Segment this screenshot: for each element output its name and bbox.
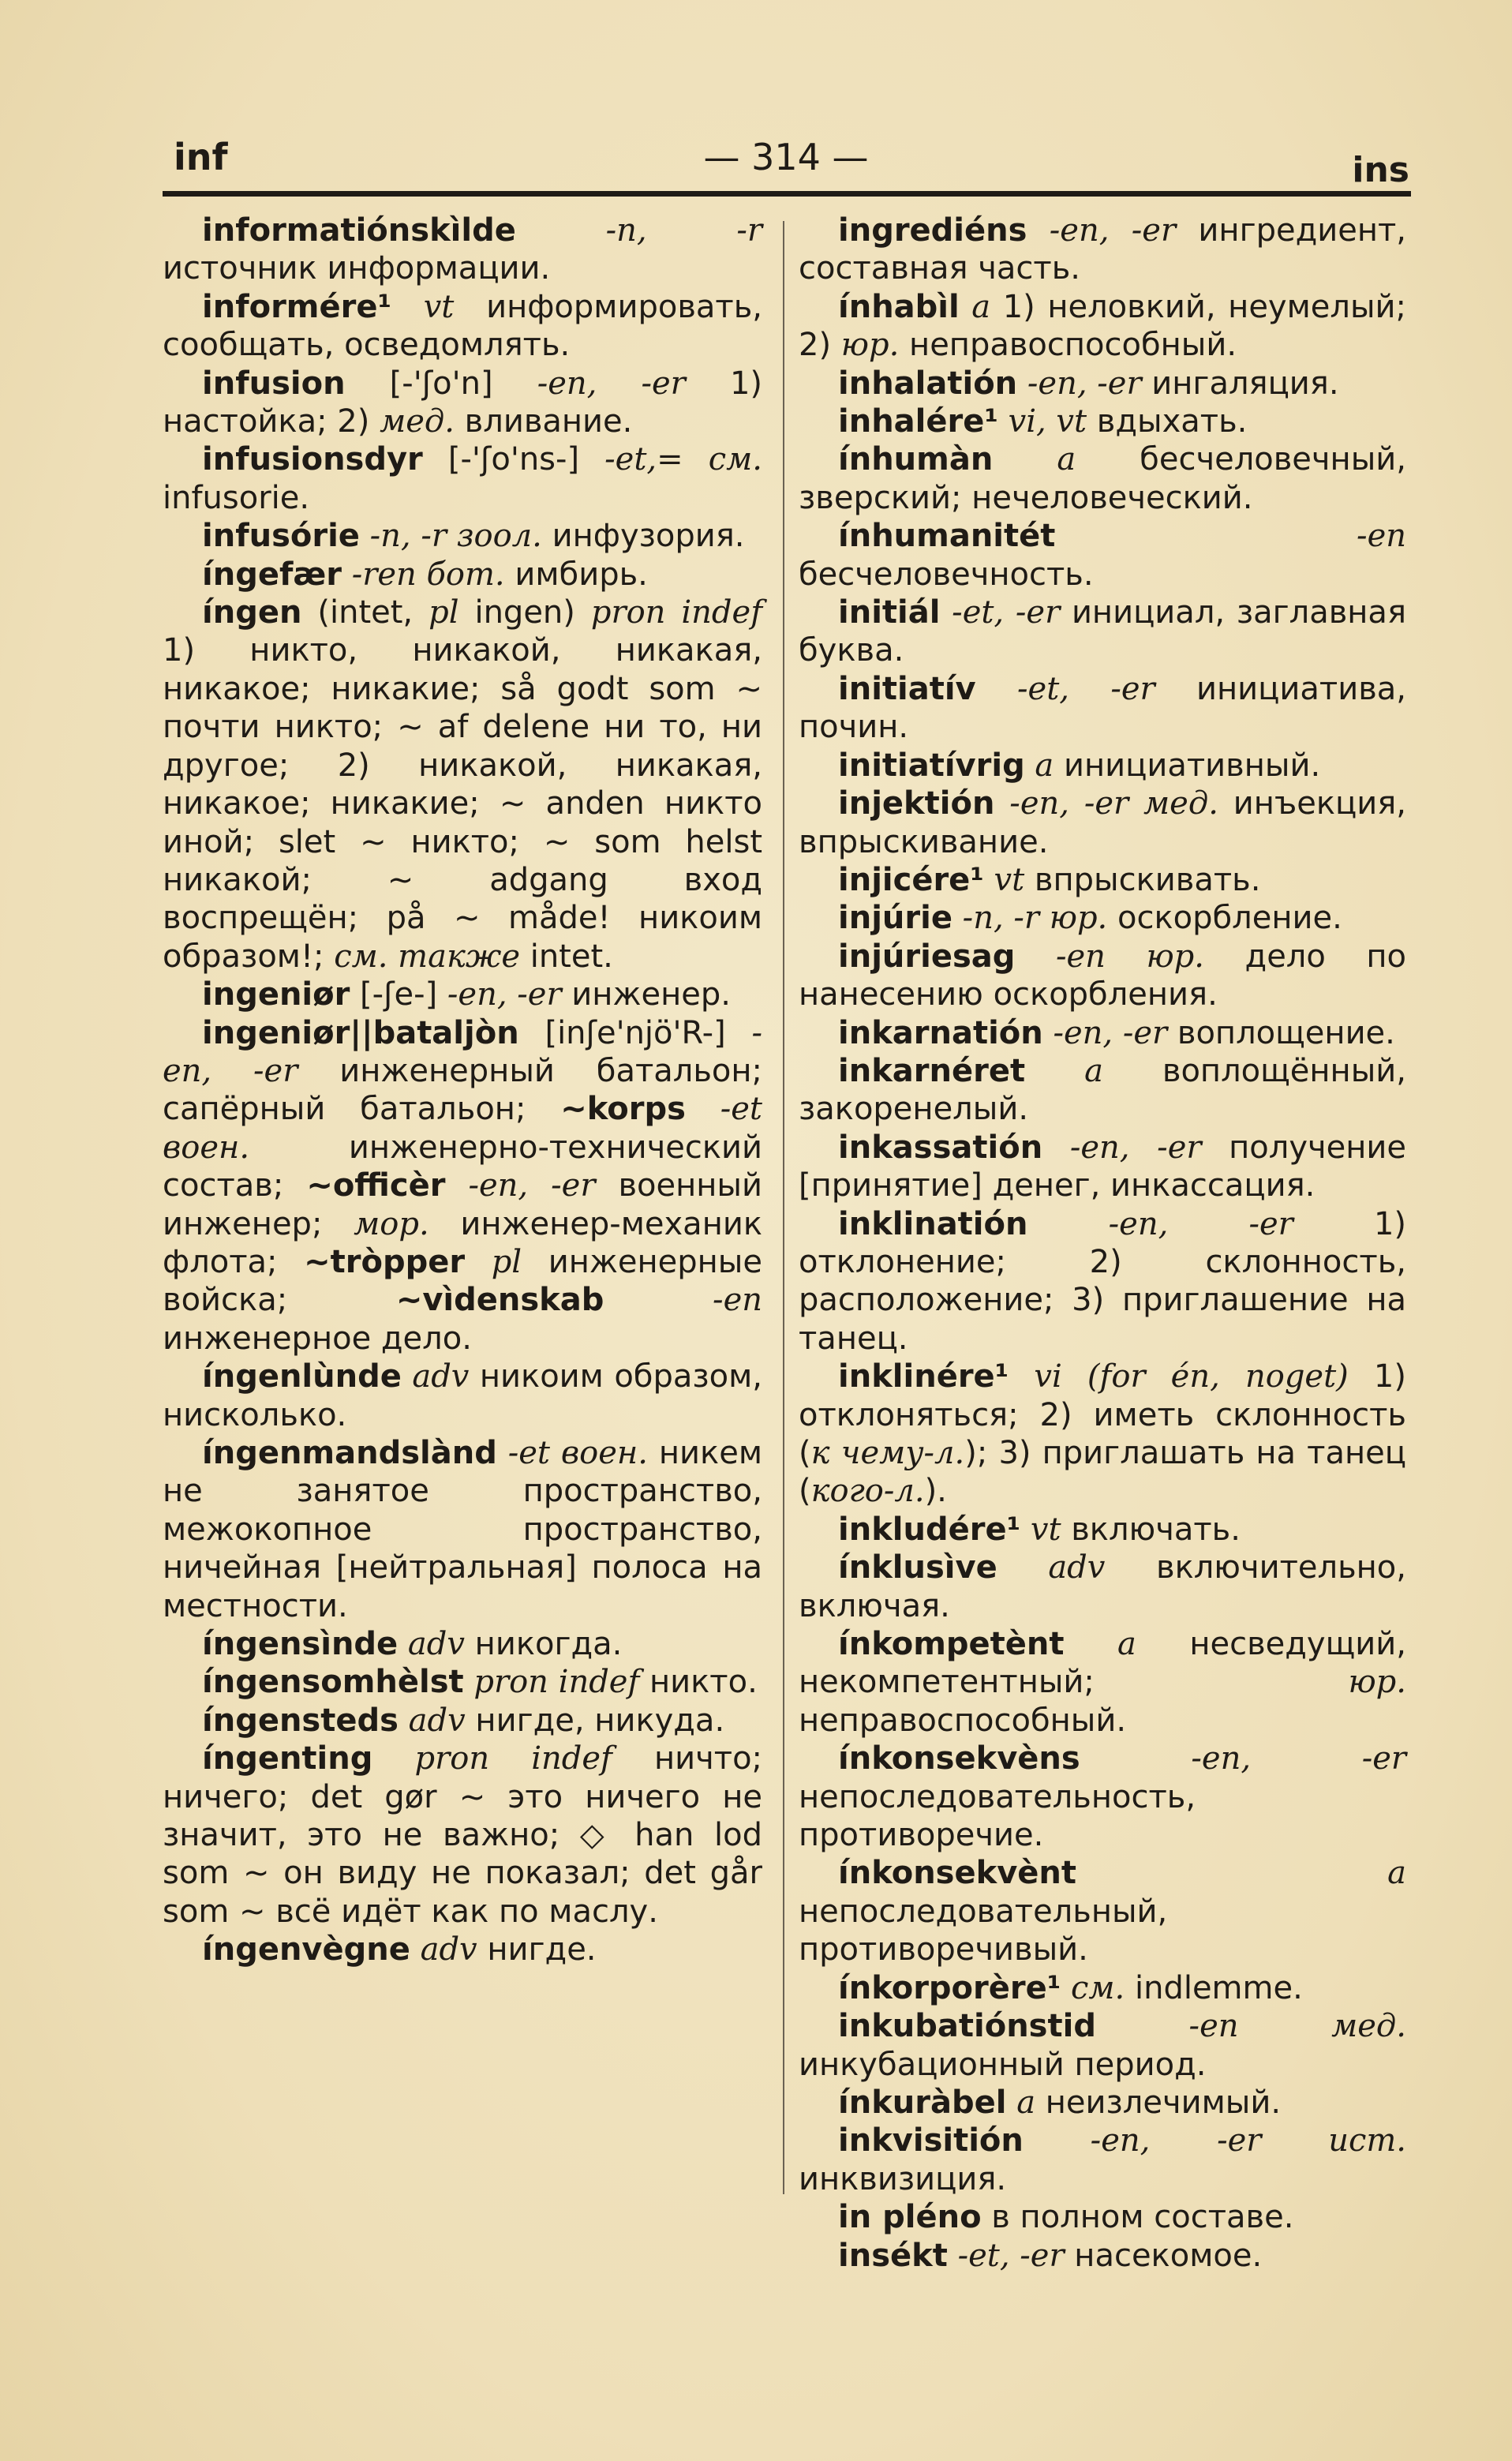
entry-text xyxy=(1064,1626,1117,1662)
dictionary-entry xyxy=(163,440,762,517)
entry-grammar-note: -en, -er xyxy=(1053,1014,1168,1051)
entry-text: военный инженер; xyxy=(163,1167,762,1242)
entry-headword: ingeniør||bataljòn xyxy=(202,1014,519,1051)
dictionary-entry xyxy=(799,1854,1406,1968)
entry-grammar-note: adv xyxy=(420,1931,477,1968)
entry-text xyxy=(516,212,606,249)
entry-headword: ínkuràbel xyxy=(838,2084,1007,2121)
dictionary-entry xyxy=(799,2198,1406,2236)
entry-text xyxy=(1061,1970,1071,2006)
entry-text: дело по нанесению оскорбления. xyxy=(799,938,1407,1013)
dictionary-entry xyxy=(799,938,1406,1014)
entry-headword: informatiónskìlde xyxy=(202,212,516,249)
dictionary-entry xyxy=(799,440,1406,517)
entry-grammar-note: -n, -r зоол. xyxy=(369,518,542,555)
entry-text: инкубационный период. xyxy=(799,2046,1207,2083)
dictionary-entry xyxy=(163,1740,762,1931)
entry-text: ingen) xyxy=(458,594,591,631)
entry-text xyxy=(998,403,1009,440)
entry-headword: inkassatión xyxy=(838,1129,1043,1166)
entry-text: инженер-механик флота; xyxy=(163,1205,762,1280)
dictionary-entry xyxy=(799,2122,1406,2198)
entry-grammar-note: a xyxy=(1035,747,1054,784)
entry-text xyxy=(1043,1015,1054,1051)
entry-text: имбирь. xyxy=(504,556,648,593)
entry-text xyxy=(399,1702,409,1739)
dictionary-entry xyxy=(799,1052,1406,1129)
entry-headword: ~korps xyxy=(560,1091,686,1128)
entry-text xyxy=(952,900,963,936)
entry-grammar-note: -en, -er xyxy=(447,976,562,1013)
entry-text: инициатива, почин. xyxy=(799,670,1407,746)
dictionary-entry xyxy=(799,2084,1406,2122)
entry-grammar-note: a xyxy=(971,288,991,325)
entry-text xyxy=(1076,1855,1387,1891)
entry-text: инженерный батальон; сапёрный батальон; xyxy=(163,1052,763,1128)
dictionary-entry xyxy=(163,976,762,1013)
entry-grammar-note: adv xyxy=(1048,1549,1106,1586)
entry-headword: ~tròpper xyxy=(304,1243,466,1280)
entry-text xyxy=(984,862,994,898)
dictionary-entry xyxy=(799,517,1406,594)
entry-headword: initiatív xyxy=(838,670,976,707)
dictionary-entry xyxy=(163,1434,762,1625)
entry-grammar-note: -et, -er xyxy=(1017,670,1155,707)
entry-text xyxy=(372,1740,414,1777)
dictionary-entry xyxy=(163,1663,762,1701)
entry-headword: inhalatión xyxy=(838,365,1018,402)
entry-text xyxy=(1020,1511,1031,1548)
entry-grammar-note: pl xyxy=(491,1243,522,1280)
entry-grammar-note: a xyxy=(1057,441,1076,478)
entry-text: инициал, заглавная буква. xyxy=(799,594,1407,669)
entry-text xyxy=(1027,1206,1108,1242)
entry-text xyxy=(445,1167,468,1204)
entry-headword: íngefær xyxy=(202,556,342,593)
entry-headword: ínklusìve xyxy=(838,1549,997,1586)
entry-text xyxy=(391,289,424,325)
entry-text: бесчеловечность. xyxy=(799,556,1094,593)
entry-headword: ~vìdenskab xyxy=(395,1282,604,1319)
dictionary-entry xyxy=(799,594,1406,670)
entry-text xyxy=(960,289,972,325)
entry-text: ингредиент, составная часть. xyxy=(799,212,1407,287)
entry-grammar-note: pron indef xyxy=(414,1740,612,1777)
entry-grammar-note: vt xyxy=(994,861,1025,898)
dictionary-entry xyxy=(799,861,1406,899)
entry-text: неизлечимый. xyxy=(1035,2084,1282,2121)
entry-grammar-note: pl xyxy=(429,594,459,631)
entry-grammar-note: vi (for én, noget) xyxy=(1034,1358,1349,1395)
entry-headword: inklinére¹ xyxy=(838,1358,1009,1395)
entry-text: 1) отклоняться; 2) иметь склонность ( xyxy=(799,1358,1406,1471)
entry-text: [inʃe'njö'R-] xyxy=(518,1014,752,1051)
entry-grammar-note: юр. xyxy=(840,327,900,364)
entry-text xyxy=(1017,365,1027,402)
entry-grammar-note: adv xyxy=(408,1702,466,1739)
entry-headword: ínkompetènt xyxy=(838,1626,1065,1663)
entry-text: воплощение. xyxy=(1167,1014,1395,1051)
entry-text xyxy=(948,2238,958,2274)
entry-grammar-note: юр. xyxy=(1348,1664,1406,1701)
entry-headword: in pléno xyxy=(838,2199,982,2236)
entry-text: [-'ʃo'n] xyxy=(345,365,537,402)
entry-text: насекомое. xyxy=(1064,2237,1263,2274)
dictionary-entry xyxy=(163,1358,762,1434)
entry-grammar-note: pron indef xyxy=(473,1664,640,1701)
dictionary-entry xyxy=(799,1740,1406,1854)
dictionary-entry xyxy=(163,594,762,976)
entry-grammar-note: кого-л. xyxy=(810,1473,925,1510)
entry-text: включительно, включая. xyxy=(799,1549,1406,1624)
entry-text xyxy=(465,1244,492,1280)
right-column xyxy=(799,212,1406,2275)
entry-grammar-note: -n, -r юр. xyxy=(962,900,1108,937)
entry-headword: íngen xyxy=(202,594,302,631)
dictionary-entry xyxy=(799,1205,1406,1358)
entry-grammar-note: -en, -er xyxy=(1027,365,1142,402)
header-left-guide-word: inf xyxy=(174,136,228,178)
entry-text: инициативный. xyxy=(1054,747,1321,784)
entry-text: непоследовательность, противоречие. xyxy=(799,1778,1196,1854)
dictionary-entry xyxy=(799,747,1406,785)
dictionary-entry xyxy=(799,365,1406,403)
entry-headword: íngensomhèlst xyxy=(202,1664,464,1701)
entry-text: 1) неловкий, неумелый; 2) xyxy=(799,288,1407,364)
entry-text: [-ʃe-] xyxy=(350,976,447,1013)
entry-headword: íngensteds xyxy=(202,1702,399,1739)
entry-text: инженерные войска; xyxy=(163,1243,762,1319)
column-divider xyxy=(783,221,784,2194)
entry-headword: injektión xyxy=(838,785,995,822)
entry-headword: ínhumàn xyxy=(838,441,994,478)
entry-grammar-note: a xyxy=(1016,2084,1036,2121)
dictionary-entry xyxy=(163,1625,762,1663)
entry-headword: íngensìnde xyxy=(202,1626,399,1663)
dictionary-entry xyxy=(799,1511,1406,1549)
entry-text: 1) отклонение; 2) склонность, расположение; 3) приглашение на танец. xyxy=(799,1205,1406,1357)
dictionary-entry xyxy=(799,403,1406,440)
entry-headword: ínhabìl xyxy=(838,288,960,325)
entry-text xyxy=(342,556,352,593)
entry-grammar-note: -n, -r xyxy=(605,212,763,249)
entry-text: вдыхать. xyxy=(1087,403,1248,440)
entry-headword: íngenvègne xyxy=(202,1931,410,1968)
entry-grammar-note: a xyxy=(1387,1855,1406,1892)
entry-headword: inkvisitión xyxy=(838,2122,1024,2159)
entry-text: оскорбление. xyxy=(1107,900,1342,937)
entry-text xyxy=(1015,938,1056,975)
dictionary-entry xyxy=(163,1702,762,1740)
entry-grammar-note: -en, -er xyxy=(1191,1740,1407,1777)
dictionary-entry xyxy=(799,899,1406,937)
entry-headword: inklinatión xyxy=(838,1205,1028,1242)
entry-text: 1) никто, никакой, никакая, никакое; никакие; så godt som ~ почти никто; ~ af delene ни то, ни другое; 2) никакой, никакая, никакое; никакие; ~ anden никто иной; slet ~ никто; ~ som helst никакой; ~ adgang вход воспрещён; på ~ måde! никоим образом!; xyxy=(163,632,762,975)
entry-grammar-note: -en, -er xyxy=(1069,1129,1202,1166)
page-number: — 314 — xyxy=(703,136,869,178)
entry-text xyxy=(398,1626,408,1662)
entry-headword: injicére¹ xyxy=(838,861,984,898)
entry-text: никто. xyxy=(639,1664,758,1701)
entry-headword: infusion xyxy=(202,365,346,402)
left-column xyxy=(163,212,762,1969)
entry-text xyxy=(1027,212,1049,249)
entry-headword: íngenting xyxy=(202,1740,373,1777)
dictionary-entry xyxy=(799,1549,1406,1625)
entry-headword: ínkonsekvènt xyxy=(838,1855,1077,1892)
entry-text: впрыскивать. xyxy=(1024,861,1261,898)
entry-text: 1) настойка; 2) xyxy=(163,365,762,440)
entry-text xyxy=(993,441,1057,478)
entry-grammar-note: -et, -er xyxy=(957,2237,1065,2274)
entry-text xyxy=(402,1358,412,1395)
dictionary-entry xyxy=(799,2007,1406,2084)
entry-headword: infusórie xyxy=(202,518,360,555)
entry-headword: infusionsdyr xyxy=(202,441,423,478)
entry-headword: informére¹ xyxy=(202,288,391,325)
header-rule xyxy=(163,191,1411,197)
dictionary-entry xyxy=(799,2237,1406,2275)
entry-text: (intet, xyxy=(301,594,429,631)
page-header xyxy=(163,125,1409,188)
entry-text xyxy=(997,1549,1049,1586)
entry-grammar-note: a xyxy=(1117,1626,1136,1663)
entry-grammar-note: мед. xyxy=(380,403,455,440)
entry-text xyxy=(1025,747,1035,784)
entry-headword: ~officèr xyxy=(306,1167,446,1204)
entry-text: инженер. xyxy=(561,976,731,1013)
entry-grammar-note: -en, -er xyxy=(468,1167,596,1204)
entry-text: несведущий, некомпетентный; xyxy=(799,1626,1406,1701)
dictionary-entry xyxy=(799,1358,1406,1511)
entry-grammar-note: см. также xyxy=(334,938,520,975)
entry-text: инженерно-технический состав; xyxy=(163,1129,762,1204)
entry-text xyxy=(604,1282,713,1318)
entry-text xyxy=(1009,1358,1034,1395)
dictionary-entry xyxy=(163,288,762,365)
entry-headword: inkarnatión xyxy=(838,1014,1043,1051)
entry-text xyxy=(1024,2122,1091,2159)
entry-headword: íngenmandslànd xyxy=(202,1435,497,1471)
entry-headword: initiál xyxy=(838,594,941,631)
entry-text xyxy=(497,1435,508,1471)
entry-text: infusorie. xyxy=(163,479,310,516)
entry-text: непоследовательный, противоречивый. xyxy=(799,1893,1168,1968)
entry-headword: inkludére¹ xyxy=(838,1511,1021,1548)
entry-text xyxy=(410,1931,421,1968)
entry-text: ); 3) приглашать на танец ( xyxy=(799,1435,1406,1510)
header-right-guide-word: ins xyxy=(1352,150,1409,190)
entry-text xyxy=(1042,1129,1070,1166)
entry-text xyxy=(1025,1053,1084,1089)
entry-text xyxy=(1055,518,1357,554)
entry-text xyxy=(464,1664,474,1700)
entry-grammar-note: -en, -er xyxy=(1108,1205,1293,1242)
entry-text: воплощённый, закоренелый. xyxy=(799,1052,1406,1128)
entry-headword: injúrie xyxy=(838,900,952,937)
entry-headword: íngenlùnde xyxy=(202,1358,402,1395)
entry-grammar-note: vt xyxy=(1030,1511,1061,1548)
entry-text: indlemme. xyxy=(1125,1969,1303,2006)
entry-text xyxy=(1006,2085,1016,2121)
dictionary-entry xyxy=(163,1014,762,1358)
entry-text: никогда. xyxy=(464,1626,623,1663)
entry-headword: ínkorporère¹ xyxy=(838,1969,1061,2006)
entry-text xyxy=(940,594,952,631)
entry-headword: inhalére¹ xyxy=(838,403,998,440)
entry-text: инквизиция. xyxy=(799,2160,1007,2197)
entry-text: бесчеловечный, зверский; нечеловеческий. xyxy=(799,441,1406,516)
entry-text xyxy=(686,1091,720,1127)
entry-text: ингаляция. xyxy=(1141,365,1339,402)
entry-grammar-note: adv xyxy=(412,1358,470,1395)
entry-text: неправоспособный. xyxy=(799,1702,1127,1739)
entry-grammar-note: -en юр. xyxy=(1055,938,1204,975)
entry-text: неправоспособный. xyxy=(899,327,1237,364)
entry-text xyxy=(360,518,370,554)
entry-grammar-note: -et воен. xyxy=(163,1091,762,1166)
dictionary-entry xyxy=(799,1014,1406,1052)
entry-grammar-note: vt xyxy=(423,288,455,325)
entry-text: включать. xyxy=(1061,1511,1241,1548)
entry-text: инженерное дело. xyxy=(163,1320,472,1357)
entry-text: вливание. xyxy=(454,403,633,440)
dictionary-entry xyxy=(799,785,1406,861)
entry-text: ). xyxy=(924,1473,947,1510)
entry-grammar-note: -en, -er ист. xyxy=(1090,2122,1406,2159)
dictionary-entry xyxy=(799,212,1406,288)
entry-grammar-note: -et воен. xyxy=(507,1435,648,1471)
entry-grammar-note: -ren бот. xyxy=(351,556,505,593)
entry-grammar-note: -en xyxy=(1357,518,1406,555)
entry-grammar-note: adv xyxy=(407,1626,465,1663)
entry-grammar-note: -en, -er xyxy=(1049,212,1177,249)
entry-text: intet. xyxy=(520,938,613,975)
entry-grammar-note: -en, -er мед. xyxy=(1009,785,1218,822)
entry-headword: initiatívrig xyxy=(838,747,1025,784)
entry-text: получение [принятие] денег, инкассация. xyxy=(799,1129,1407,1204)
entry-headword: inkubatiónstid xyxy=(838,2008,1096,2045)
entry-text: в полном составе. xyxy=(981,2199,1294,2236)
entry-grammar-note: мор. xyxy=(354,1205,429,1242)
entry-headword: ínhumanitét xyxy=(838,518,1056,555)
dictionary-entry xyxy=(163,212,762,288)
dictionary-entry xyxy=(799,1129,1406,1205)
entry-grammar-note: -en мед. xyxy=(1188,2008,1406,2045)
entry-text: нигде. xyxy=(477,1931,597,1968)
dictionary-entry xyxy=(799,1625,1406,1740)
entry-headword: ínkonsekvèns xyxy=(838,1740,1080,1777)
entry-text xyxy=(994,785,1009,822)
entry-text: никоим образом, нисколько. xyxy=(163,1358,762,1433)
entry-grammar-note: к чему-л. xyxy=(810,1435,965,1471)
entry-grammar-note: -en, -er xyxy=(537,365,686,402)
entry-text xyxy=(1080,1740,1192,1777)
entry-text xyxy=(1096,2008,1189,2044)
entry-text: ничто; ничего; det gør ~ это ничего не значит, это не важно; ◇ han lod som ~ он виду не показал; det går som ~ всё идёт как по маслу. xyxy=(163,1740,763,1930)
entry-text: нигде, никуда. xyxy=(465,1702,725,1739)
entry-text: инъекция, впрыскивание. xyxy=(799,785,1406,860)
entry-text: [-'ʃo'ns-] xyxy=(422,441,605,478)
entry-text: никем не занятое пространство, межокопное пространство, ничейная [нейтральная] полоса на местности. xyxy=(163,1435,762,1624)
entry-headword: insékt xyxy=(838,2237,948,2274)
entry-headword: injúriesag xyxy=(838,938,1016,975)
entry-grammar-note: см. xyxy=(1070,1969,1125,2006)
entry-grammar-note: vi, vt xyxy=(1008,403,1087,440)
dictionary-entry xyxy=(163,556,762,594)
entry-grammar-note: pron indef xyxy=(590,594,762,631)
entry-grammar-note: -et,= см. xyxy=(604,441,762,478)
dictionary-entry xyxy=(799,1969,1406,2007)
dictionary-entry xyxy=(163,365,762,441)
entry-grammar-note: -et, -er xyxy=(952,594,1061,631)
dictionary-entry xyxy=(163,1931,762,1968)
dictionary-entry xyxy=(163,517,762,555)
entry-text: информировать, сообщать, осведомлять. xyxy=(163,288,763,364)
dictionary-entry xyxy=(799,670,1406,747)
entry-headword: ingeniør xyxy=(202,976,350,1013)
entry-text: источник информации. xyxy=(163,250,551,287)
entry-text: инфузория. xyxy=(541,518,745,555)
entry-grammar-note: -en, -er xyxy=(163,1014,762,1089)
entry-text xyxy=(976,671,1017,707)
dictionary-entry xyxy=(799,288,1406,365)
entry-headword: inkarnéret xyxy=(838,1052,1026,1089)
entry-grammar-note: -en xyxy=(713,1282,762,1319)
entry-grammar-note: a xyxy=(1084,1052,1103,1089)
entry-headword: ingrediéns xyxy=(838,212,1027,249)
